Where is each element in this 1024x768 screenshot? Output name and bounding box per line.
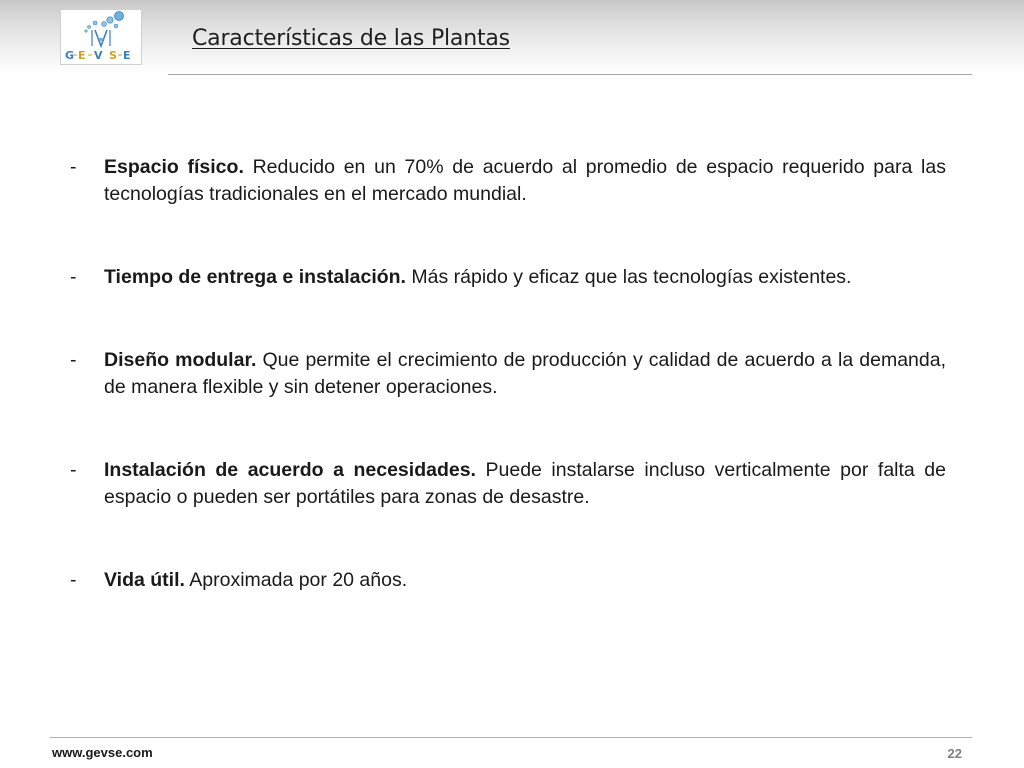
svg-text:S: S xyxy=(109,49,117,62)
svg-text:G: G xyxy=(65,49,75,62)
footer-divider xyxy=(50,737,972,738)
page-number: 22 xyxy=(947,746,962,761)
bullet-dash: - xyxy=(70,459,77,481)
bullet-text: Reducido en un 70% de acuerdo al promedio de espacio requerido para las tecnologías tradicionales en el mercado mundial. xyxy=(104,156,946,205)
header-divider xyxy=(168,74,972,75)
svg-text:E: E xyxy=(123,49,131,62)
bullet-dash: - xyxy=(70,266,77,288)
bullet-heading: Vida útil. xyxy=(104,569,185,591)
slide-title: Características de las Plantas xyxy=(192,26,510,51)
bullet-heading: Tiempo de entrega e instalación. xyxy=(104,266,406,288)
bullet-item xyxy=(68,154,946,208)
bullet-text: Más rápido y eficaz que las tecnologías existentes. xyxy=(405,266,852,288)
bullet-item xyxy=(68,347,946,401)
bullet-dash: - xyxy=(70,156,77,178)
bullet-heading: Espacio físico. xyxy=(104,156,244,178)
footer-website-link[interactable]: www.gevse.com xyxy=(52,745,153,760)
bullet-item xyxy=(68,567,946,594)
header-band xyxy=(0,0,1024,74)
bullet-list xyxy=(68,154,946,594)
bullet-text: Puede instalarse incluso verticalmente por falta de espacio o pueden ser portátiles para zonas de desastre. xyxy=(104,459,946,508)
bullet-item xyxy=(68,264,946,291)
bullet-dash: - xyxy=(70,349,77,371)
bullet-text: Aproximada por 20 años. xyxy=(184,569,408,591)
svg-text:V: V xyxy=(94,49,103,62)
bullet-heading: Instalación de acuerdo a necesidades. xyxy=(104,459,476,481)
bullet-text: Que permite el crecimiento de producción y calidad de acuerdo a la demanda, de manera flexible y sin detener operaciones. xyxy=(104,349,946,398)
gevse-logo xyxy=(60,9,142,65)
bullet-item xyxy=(68,457,946,511)
svg-text:E: E xyxy=(78,49,86,62)
bullet-heading: Diseño modular. xyxy=(104,349,257,371)
bullet-dash: - xyxy=(70,569,77,591)
